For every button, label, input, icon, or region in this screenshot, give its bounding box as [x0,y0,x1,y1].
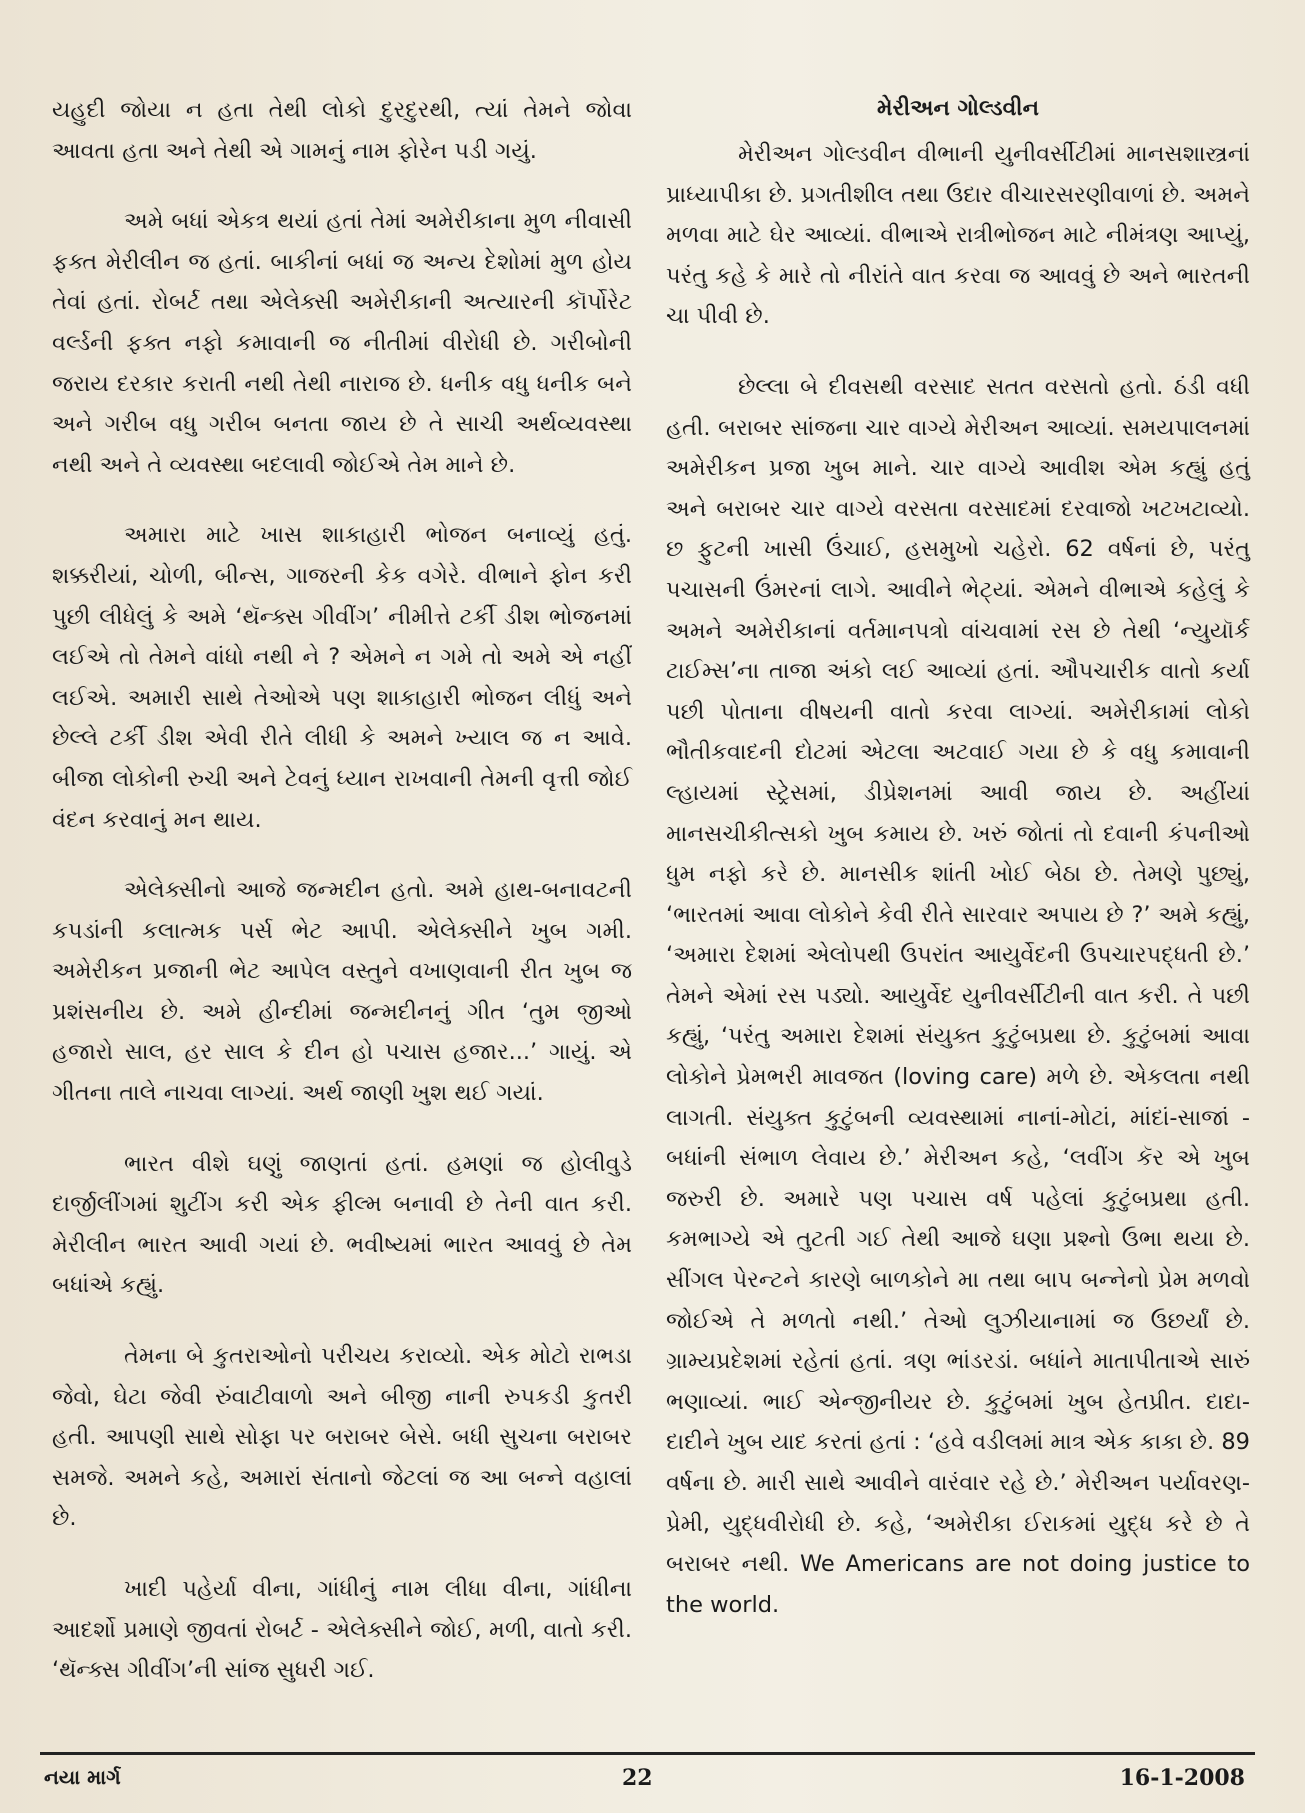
paragraph: યહુદી જોયા ન હતા તેથી લોકો દુરદુરથી, ત્યાં તેમને જોવા આવતા હતા અને તેથી એ ગામનું નામ ફોરેન પડી ગયું. [52,97,632,164]
paragraph: અમારા માટે ખાસ શાકાહારી ભોજન બનાવ્યું હતું. શક્કરીયાં, ચોળી, બીન્સ, ગાજરની કેક વગેરે. વીભાને ફોન કરી પુછી લીધેલું કે અમે ‘થૅન્ક્સ ગીવીંગ’ નીમીત્તે ટર્કી ડીશ ભોજનમાં લઈએ તો તેમને વાંધો નથી ને ? એમને ન ગમે તો અમે એ નહીં લઈએ. અમારી સાથે તેઓએ પણ શાકાહારી ભોજન લીધું અને છેલ્લે ટર્કી ડીશ એવી રીતે લીધી કે અમને ખ્યાલ જ ન આવે. બીજા લોકોની રુચી અને ટેવનું ધ્યાન રાખવાની તેમની વૃત્તી જોઈ વંદન કરવાનું મન થાય. [52,522,632,833]
paragraph: ભારત વીશે ઘણું જાણતાં હતાં. હમણાં જ હોલીવુડે દાર્જીલીંગમાં શુટીંગ કરી એક ફીલ્મ બનાવી છે તેની વાત કરી. મેરીલીન ભારત આવી ગયાં છે. ભવીષ્યમાં ભારત આવવું છે તેમ બધાંએ કહ્યું. [52,1150,632,1299]
right-column [666,92,1250,1625]
paragraph: એલેક્સીનો આજે જન્મદીન હતો. અમે હાથ-બનાવટની કપડાંની કલાત્મક પર્સ ભેટ આપી. એલેક્સીને ખુબ ગમી. અમેરીકન પ્રજાની ભેટ આપેલ વસ્તુને વખાણવાની રીત ખુબ જ પ્રશંસનીય છે. અમે હીન્દીમાં જન્મદીનનું ગીત ‘તુમ જીઓ હજારો સાલ, હર સાલ કે દીન હો પચાસ હજાર...’ ગાયું. એ ગીતના તાલે નાચવા લાગ્યાં. અર્થ જાણી ખુશ થઈ ગયાં. [52,877,632,1107]
paragraph: છેલ્લા બે દીવસથી વરસાદ સતત વરસતો હતો. ઠંડી વધી હતી. બરાબર સાંજના ચાર વાગ્યે મેરીઅન આવ્યાં. સમયપાલનમાં અમેરીકન પ્રજા ખુબ માને. ચાર વાગ્યે આવીશ એમ કહ્યું હતું અને બરાબર ચાર વાગ્યે વરસતા વરસાદમાં દરવાજો ખટખટાવ્યો. છ ફુટની ખાસી ઉંચાઈ, હસમુખો ચહેરો. 62 વર્ષનાં છે, પરંતુ પચાસની ઉંમરનાં લાગે. આવીને ભેટ્યાં. એમને વીભાએ કહેલું કે અમને અમેરીકાનાં વર્તમાનપત્રો વાંચવામાં રસ છે તેથી ‘ન્યુયૉર્ક ટાઈમ્સ’ના તાજા અંકો લઈ આવ્યાં હતાં. ઔપચારીક વાતો કર્યા પછી પોતાના વીષયની વાતો કરવા લાગ્યાં. અમેરીકામાં લોકો ભૌતીકવાદની દોટમાં એટલા અટવાઈ ગયા છે કે વધુ કમાવાની લ્હાયમાં સ્ટ્રેસમાં, ડીપ્રેશનમાં આવી જાય છે. અહીંયાં માનસચીકીત્સકો ખુબ કમાય છે. ખરું જોતાં તો દવાની કંપનીઓ ધુમ નફો કરે છે. માનસીક શાંતી ખોઈ બેઠા છે. તેમણે પુછ્યું, ‘ભારતમાં આવા લોકોને કેવી રીતે સારવાર અપાય છે ?’ અમે કહ્યું, ‘અમારા દેશમાં એલોપથી ઉપરાંત આયુર્વેદની ઉપચારપદ્ધતી છે.’ તેમને એમાં રસ પડ્યો. આયુર્વેદ યુનીવર્સીટીની વાત કરી. તે પછી કહ્યું, ‘પરંતુ અમારા દેશમાં સંયુક્ત કુટુંબપ્રથા છે. કુટુંબમાં આવા લોકોને પ્રેમભરી માવજત (loving care) મળે છે. એકલતા નથી લાગતી. સંયુક્ત કુટુંબની વ્યવસ્થામાં નાનાં-મોટાં, માંદાં-સાજાં - બધાંની સંભાળ લેવાય છે.’ મેરીઅન કહે, ‘લવીંગ કૅર એ ખુબ જરુરી છે. અમારે પણ પચાસ વર્ષ પહેલાં કુટુંબપ્રથા હતી. કમભાગ્યે એ તુટતી ગઈ તેથી આજે ઘણા પ્રશ્નો ઉભા થયા છે. સીંગલ પેરન્ટને કારણે બાળકોને મા તથા બાપ બન્નેનો પ્રેમ મળવો જોઈએ તે મળતો નથી.’ તેઓ લુઝીયાનામાં જ ઉછર્યાં છે. ગ્રામ્યપ્રદેશમાં રહેતાં હતાં. ત્રણ ભાંડરડાં. બધાંને માતાપીતાએ સારું ભણાવ્યાં. ભાઈ એન્જીનીયર છે. કુટુંબમાં ખુબ હેતપ્રીત. દાદા-દાદીને ખુબ યાદ કરતાં હતાં : ‘હવે વડીલમાં માત્ર એક કાકા છે. 89 વર્ષના છે. મારી સાથે આવીને વારંવાર રહે છે.’ મેરીઅન પર્યાવરણ-પ્રેમી, યુદ્ધવીરોધી છે. કહે, ‘અમેરીકા ઈરાકમાં યુદ્ધ કરે છે તે બરાબર નથી. We Americans are not doing justice to the world. [666,373,1250,1618]
paragraph: ખાદી પહેર્યા વીના, ગાંધીનું નામ લીધા વીના, ગાંધીના આદર્શો પ્રમાણે જીવતાં રોબર્ટ - એલેક્સીને જોઈ, મળી, વાતો કરી. ‘થૅન્ક્સ ગીવીંગ’ની સાંજ સુધરી ગઈ. [52,1576,632,1684]
paragraph: તેમના બે કુતરાઓનો પરીચય કરાવ્યો. એક મોટો રાભડા જેવો, ઘેટા જેવી રુંવાટીવાળો અને બીજી નાની રુપકડી કુતરી હતી. આપણી સાથે સોફા પર બરાબર બેસે. બધી સુચના બરાબર સમજે. અમને કહે, અમારાં સંતાનો જેટલાં જ આ બન્ને વહાલાં છે. [52,1343,632,1532]
paragraph: મેરીઅન ગોલ્ડવીન વીભાની યુનીવર્સીટીમાં માનસશાસ્ત્રનાં પ્રાધ્યાપીકા છે. પ્રગતીશીલ તથા ઉદાર વીચારસરણીવાળાં છે. અમને મળવા માટે ઘેર આવ્યાં. વીભાએ રાત્રીભોજન માટે નીમંત્રણ આપ્યું, પરંતુ કહે કે મારે તો નીરાંતે વાત કરવા જ આવવું છે અને ભારતની ચા પીવી છે. [666,141,1250,330]
footer-divider [40,1752,1255,1755]
issue-date: 16-1-2008 [1119,1765,1245,1791]
page-number: 22 [622,1765,653,1791]
left-column [52,90,632,1691]
section-heading: મેરીઅન ગોલ્ડવીન [877,96,1039,121]
paragraph: અમે બધાં એકત્ર થયાં હતાં તેમાં અમેરીકાના મુળ નીવાસી ફક્ત મેરીલીન જ હતાં. બાકીનાં બધાં જ અન્ય દેશોમાં મુળ હોય તેવાં હતાં. રોબર્ટ તથા એલેક્સી અમેરીકાની અત્યારની કૉર્પોરેટ વર્લ્ડની ફક્ત નફો કમાવાની જ નીતીમાં વીરોધી છે. ગરીબોની જરાય દરકાર કરાતી નથી તેથી નારાજ છે. ધનીક વધુ ધનીક બને અને ગરીબ વધુ ગરીબ બનતા જાય છે તે સાચી અર્થવ્યવસ્થા નથી અને તે વ્યવસ્થા બદલાવી જોઈએ તેમ માને છે. [52,208,632,478]
magazine-name: નયા માર્ગ [44,1765,121,1789]
